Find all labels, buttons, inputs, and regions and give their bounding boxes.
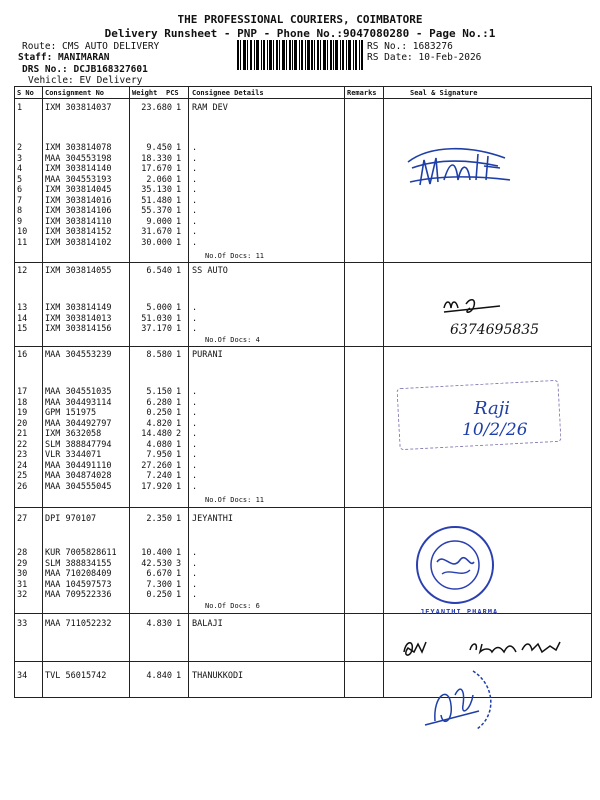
serial-number: 20 (17, 418, 28, 429)
serial-number: 5 (17, 174, 23, 185)
col-header-consignee: Consignee Details (192, 89, 264, 97)
serial-number: 14 (17, 313, 28, 324)
weight: 8.580 (146, 350, 172, 360)
consignment-number: IXM 303814078 (45, 143, 112, 153)
pieces: 1 (176, 103, 182, 113)
pieces: 1 (176, 397, 182, 408)
pieces: 1 (176, 216, 182, 227)
consignee-name: BALAJI (192, 619, 223, 629)
consignee-details: . (192, 471, 198, 482)
consignment-number: MAA 304553239 (45, 350, 112, 360)
weight: 7.300 (146, 579, 172, 590)
consignee-details: . (192, 237, 198, 248)
consignee-details: . (192, 387, 198, 397)
consignee-details: . (192, 590, 198, 601)
runsheet-subtitle: Delivery Runsheet - PNP - Phone No.:9047080280 - Page No.:1 (104, 27, 496, 40)
handwritten-name: Raji (474, 398, 511, 419)
rs-date: RS Date: 10-Feb-2026 (367, 52, 482, 63)
consignment-number: IXM 303814149 (45, 303, 112, 313)
weight: 6.670 (146, 569, 172, 580)
table-left-border (14, 86, 15, 698)
pieces: 1 (176, 266, 182, 276)
consignment-number: IXM 303814156 (45, 324, 112, 335)
weight: 9.450 (146, 143, 172, 153)
pieces: 1 (176, 303, 182, 313)
col-header-pcs: PCS (166, 89, 179, 97)
consignee-details: . (192, 481, 198, 492)
table-right-border (591, 86, 592, 698)
group-separator (14, 507, 592, 508)
consignment-number: MAA 304874028 (45, 471, 112, 482)
consignee-details: . (192, 174, 198, 185)
weight: 14.480 (141, 429, 172, 440)
consignee-details: . (192, 164, 198, 175)
weight: 37.170 (141, 324, 172, 335)
serial-number: 7 (17, 195, 23, 206)
docs-count: No.Of Docs: 11 (205, 496, 265, 504)
barcode (237, 40, 363, 70)
consignee-details: . (192, 206, 198, 217)
stamp-text: JEYANTHI PHARMA (420, 608, 499, 616)
col-header-seal: Seal & Signature (410, 89, 478, 97)
drs-number: DRS No.: DCJB168327601 (22, 64, 148, 75)
staff: Staff: MANIMARAN (18, 52, 110, 63)
consignment-number: MAA 711052232 (45, 619, 112, 629)
serial-number: 17 (17, 387, 28, 397)
pieces: 1 (176, 439, 182, 450)
consignment-number: SLM 388834155 (45, 558, 112, 569)
pieces: 1 (176, 237, 182, 248)
serial-number: 29 (17, 558, 28, 569)
serial-number: 27 (17, 514, 28, 524)
pieces: 1 (176, 313, 182, 324)
consignment-number: IXM 303814152 (45, 227, 112, 238)
pieces: 1 (176, 619, 182, 629)
consignment-number: SLM 388847794 (45, 439, 112, 450)
consignment-number: IXM 303814013 (45, 313, 112, 324)
group-separator (14, 346, 592, 347)
consignment-number: IXM 303814140 (45, 164, 112, 175)
consignee-name: RAM DEV (192, 103, 228, 113)
weight: 17.920 (141, 481, 172, 492)
weight: 51.480 (141, 195, 172, 206)
serial-number: 3 (17, 153, 23, 164)
pieces: 1 (176, 153, 182, 164)
weight: 2.060 (146, 174, 172, 185)
weight: 30.000 (141, 237, 172, 248)
consignment-number: MAA 709522336 (45, 590, 112, 601)
weight: 35.130 (141, 185, 172, 196)
weight: 4.840 (146, 671, 172, 681)
consignment-number: MAA 710208409 (45, 569, 112, 580)
consignee-details: . (192, 143, 198, 153)
col-header-sno: S No (17, 89, 34, 97)
pieces: 1 (176, 481, 182, 492)
consignment-number: TVL 56015742 (45, 671, 107, 681)
consignee-details: . (192, 195, 198, 206)
pieces: 1 (176, 174, 182, 185)
serial-number: 28 (17, 548, 28, 558)
consignee-details: . (192, 313, 198, 324)
serial-number: 30 (17, 569, 28, 580)
serial-number: 26 (17, 481, 28, 492)
col-divider (188, 86, 189, 698)
serial-number: 22 (17, 439, 28, 450)
pieces: 1 (176, 579, 182, 590)
company-title: THE PROFESSIONAL COURIERS, COIMBATORE (177, 13, 423, 26)
consignee-details: . (192, 548, 198, 558)
signature-thanukkodi (415, 665, 505, 735)
weight: 2.350 (146, 514, 172, 524)
col-divider (344, 86, 345, 698)
handwritten-phone: 6374695835 (450, 322, 540, 338)
serial-number: 16 (17, 350, 28, 360)
consignment-number: IXM 303814016 (45, 195, 112, 206)
table-top-rule (14, 86, 592, 87)
weight: 10.400 (141, 548, 172, 558)
group-separator (14, 262, 592, 263)
weight: 5.150 (146, 387, 172, 397)
consignee-details: . (192, 216, 198, 227)
col-divider (129, 86, 130, 698)
consignment-number: MAA 304491110 (45, 460, 112, 471)
serial-number: 6 (17, 185, 23, 196)
consignee-details: . (192, 408, 198, 419)
weight: 27.260 (141, 460, 172, 471)
rs-number: RS No.: 1683276 (367, 41, 453, 52)
consignee-name: PURANI (192, 350, 223, 360)
weight: 23.680 (141, 103, 172, 113)
serial-number: 23 (17, 450, 28, 461)
consignment-number: MAA 304492797 (45, 418, 112, 429)
pieces: 1 (176, 185, 182, 196)
pieces: 1 (176, 195, 182, 206)
serial-number: 12 (17, 266, 28, 276)
weight: 0.250 (146, 408, 172, 419)
weight: 0.250 (146, 590, 172, 601)
route: Route: CMS AUTO DELIVERY (22, 41, 160, 52)
serial-number: 1 (17, 103, 23, 113)
pieces: 1 (176, 460, 182, 471)
docs-count: No.Of Docs: 11 (205, 252, 265, 260)
pieces: 1 (176, 671, 182, 681)
consignment-number: IXM 303814037 (45, 103, 112, 113)
consignment-number: MAA 304555045 (45, 481, 112, 492)
consignment-number: MAA 104597573 (45, 579, 112, 590)
consignee-name: SS AUTO (192, 266, 228, 276)
col-divider (42, 86, 43, 698)
pieces: 1 (176, 569, 182, 580)
pieces: 1 (176, 143, 182, 153)
serial-number: 18 (17, 397, 28, 408)
serial-number: 25 (17, 471, 28, 482)
col-header-remarks: Remarks (347, 89, 377, 97)
serial-number: 13 (17, 303, 28, 313)
serial-number: 21 (17, 429, 28, 440)
pieces: 1 (176, 206, 182, 217)
consignment-number: MAA 304553193 (45, 174, 112, 185)
consignment-number: IXM 303814102 (45, 237, 112, 248)
pieces: 1 (176, 408, 182, 419)
consignment-number: MAA 304493114 (45, 397, 112, 408)
group-separator (14, 697, 592, 698)
consignee-details: . (192, 418, 198, 429)
weight: 5.000 (146, 303, 172, 313)
pieces: 1 (176, 514, 182, 524)
weight: 4.820 (146, 418, 172, 429)
table-header-rule (14, 98, 592, 99)
consignee-details: . (192, 324, 198, 335)
signature-ram-dev (400, 140, 520, 200)
pieces: 3 (176, 558, 182, 569)
weight: 42.530 (141, 558, 172, 569)
pieces: 1 (176, 164, 182, 175)
pieces: 1 (176, 350, 182, 360)
weight: 31.670 (141, 227, 172, 238)
consignment-number: IXM 3632058 (45, 429, 102, 440)
pieces: 1 (176, 548, 182, 558)
weight: 55.370 (141, 206, 172, 217)
signature-ss-auto (440, 290, 510, 316)
weight: 9.000 (146, 216, 172, 227)
consignment-number: GPM 151975 (45, 408, 97, 419)
serial-number: 24 (17, 460, 28, 471)
pieces: 1 (176, 471, 182, 482)
serial-number: 10 (17, 227, 28, 238)
serial-number: 11 (17, 237, 28, 248)
pieces: 1 (176, 387, 182, 397)
weight: 51.030 (141, 313, 172, 324)
signature-balaji (400, 632, 570, 662)
serial-number: 19 (17, 408, 28, 419)
pieces: 1 (176, 418, 182, 429)
consignment-number: MAA 304553198 (45, 153, 112, 164)
docs-count: No.Of Docs: 4 (205, 336, 260, 344)
consignee-details: . (192, 185, 198, 196)
consignee-details: . (192, 303, 198, 313)
consignee-details: . (192, 579, 198, 590)
serial-number: 2 (17, 143, 23, 153)
serial-number: 4 (17, 164, 23, 175)
weight: 6.280 (146, 397, 172, 408)
serial-number: 15 (17, 324, 28, 335)
vehicle: Vehicle: EV Delivery (28, 75, 143, 86)
consignee-details: . (192, 450, 198, 461)
pieces: 1 (176, 324, 182, 335)
docs-count: No.Of Docs: 6 (205, 602, 260, 610)
consignment-number: KUR 7005828611 (45, 548, 117, 558)
pieces: 1 (176, 590, 182, 601)
serial-number: 9 (17, 216, 23, 227)
consignee-details: . (192, 153, 198, 164)
weight: 7.240 (146, 471, 172, 482)
consignment-number: IXM 303814110 (45, 216, 112, 227)
serial-number: 31 (17, 579, 28, 590)
serial-number: 33 (17, 619, 28, 629)
consignment-number: IXM 303814045 (45, 185, 112, 196)
pieces: 1 (176, 450, 182, 461)
group-separator (14, 613, 592, 614)
weight: 17.670 (141, 164, 172, 175)
consignment-number: IXM 303814055 (45, 266, 112, 276)
consignment-number: IXM 303814106 (45, 206, 112, 217)
pieces: 2 (176, 429, 182, 440)
weight: 6.540 (146, 266, 172, 276)
consignee-details: . (192, 569, 198, 580)
col-divider (383, 86, 384, 698)
weight: 4.830 (146, 619, 172, 629)
consignment-number: MAA 304551035 (45, 387, 112, 397)
col-header-consignment: Consignment No (45, 89, 105, 97)
weight: 7.950 (146, 450, 172, 461)
consignee-details: . (192, 429, 198, 440)
consignee-details: . (192, 227, 198, 238)
consignment-number: DPI 970107 (45, 514, 97, 524)
weight: 18.330 (141, 153, 172, 164)
consignee-details: . (192, 558, 198, 569)
jeyanthi-pharma-stamp (412, 522, 498, 608)
serial-number: 8 (17, 206, 23, 217)
weight: 4.080 (146, 439, 172, 450)
col-header-weight: Weight (132, 89, 158, 97)
pieces: 1 (176, 227, 182, 238)
consignee-details: . (192, 397, 198, 408)
consignment-number: VLR 3344071 (45, 450, 102, 461)
consignee-name: THANUKKODI (192, 671, 244, 681)
consignee-name: JEYANTHI (192, 514, 233, 524)
consignee-details: . (192, 460, 198, 471)
serial-number: 32 (17, 590, 28, 601)
handwritten-date: 10/2/26 (462, 420, 528, 440)
consignee-details: . (192, 439, 198, 450)
serial-number: 34 (17, 671, 28, 681)
